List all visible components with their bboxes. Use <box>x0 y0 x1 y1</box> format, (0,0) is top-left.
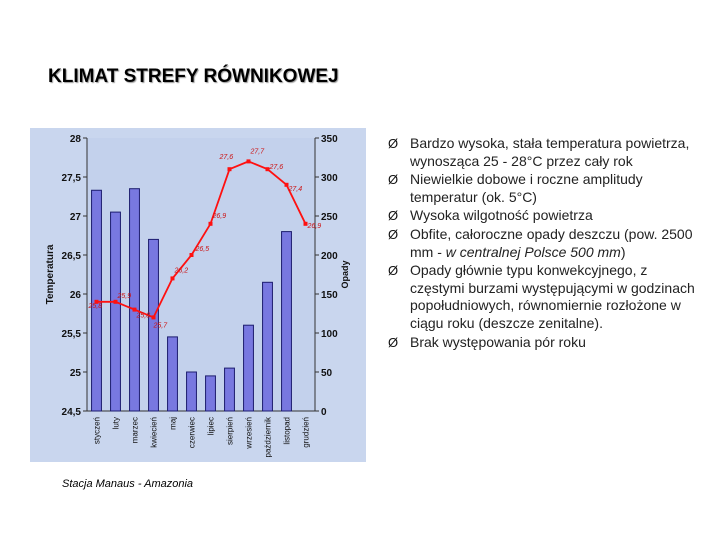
temperature-data-label: 27,6 <box>269 164 284 172</box>
left-tick-label: 28 <box>69 134 81 145</box>
left-tick-label: 25 <box>69 368 81 379</box>
arrow-bullet-icon: Ø <box>388 136 399 151</box>
climate-chart-svg <box>30 128 366 462</box>
bullet-item <box>388 207 704 225</box>
temperature-data-label: 27,7 <box>250 148 265 156</box>
precipitation-bar <box>282 232 292 411</box>
temperature-data-label: 27,4 <box>288 185 303 193</box>
category-label: kwiecień <box>149 417 159 448</box>
left-tick-label: 24,5 <box>61 407 81 418</box>
arrow-bullet-icon: Ø <box>388 263 399 279</box>
right-tick-label: 150 <box>321 290 338 301</box>
category-label: październik <box>263 417 273 458</box>
temperature-data-label: 27,6 <box>219 154 234 162</box>
right-axis-title: Opady <box>340 260 350 289</box>
temperature-point <box>152 315 156 319</box>
bullet-text: w centralnej Polsce 500 mm <box>445 243 621 260</box>
precipitation-bar <box>168 337 178 411</box>
temperature-data-label: 26,9 <box>212 212 227 220</box>
arrow-bullet-icon: Ø <box>388 226 399 242</box>
precipitation-bar <box>263 282 273 411</box>
temperature-point <box>114 300 118 304</box>
arrow-bullet-icon: Ø <box>388 172 399 188</box>
category-label: grudzień <box>301 417 311 448</box>
left-tick-label: 27 <box>69 212 81 223</box>
right-tick-label: 0 <box>321 407 327 418</box>
left-tick-label: 27,5 <box>61 173 81 184</box>
left-tick-label: 25,5 <box>61 329 81 340</box>
station-caption: Stacja Manaus - Amazonia <box>62 478 194 490</box>
temperature-point <box>209 222 213 226</box>
temperature-point <box>247 159 251 163</box>
precipitation-bar <box>206 376 216 411</box>
category-label: luty <box>111 417 121 430</box>
precipitation-bar <box>244 325 254 411</box>
left-tick-label: 26,5 <box>61 251 81 262</box>
temperature-data-label: 26,2 <box>174 267 189 275</box>
temperature-data-label: 25,9 <box>117 292 132 300</box>
arrow-bullet-icon: Ø <box>388 334 399 350</box>
category-label: marzec <box>130 417 140 444</box>
category-label: wrzesień <box>244 417 254 449</box>
category-label: czerwiec <box>187 417 197 449</box>
precipitation-bar <box>225 368 235 411</box>
right-tick-label: 300 <box>321 173 338 184</box>
category-label: sierpień <box>225 417 235 446</box>
temperature-point <box>133 308 137 312</box>
bullet-text: Wysoka wilgotność powietrza <box>410 207 593 224</box>
climate-chart <box>30 128 366 462</box>
slide-title: KLIMAT STREFY RÓWNIKOWEJ <box>48 66 339 87</box>
precipitation-bar <box>130 189 140 411</box>
category-label: maj <box>168 417 178 430</box>
category-label: lipiec <box>206 417 216 436</box>
bullet-item <box>388 135 704 170</box>
right-tick-label: 350 <box>321 134 338 145</box>
bullet-item <box>388 262 704 332</box>
bullet-item <box>388 226 704 261</box>
bullet-item <box>388 171 704 206</box>
bullet-text: ) <box>620 243 626 260</box>
temperature-data-label: 25,8 <box>88 302 103 310</box>
temperature-data-label: 25,7 <box>153 322 168 330</box>
right-tick-label: 250 <box>321 212 338 223</box>
temperature-data-label: 25,8 <box>136 312 151 320</box>
temperature-point <box>190 253 194 257</box>
bullet-item <box>388 334 704 352</box>
temperature-point <box>171 276 175 280</box>
plot-area <box>87 138 315 411</box>
bullet-text: Bardzo wysoka, stała temperatura powietrza, wynosząca 25 - 28°C przez cały rok <box>410 135 690 169</box>
bullet-text: Brak występowania pór roku <box>410 333 586 350</box>
left-axis-title: Temperatura <box>45 244 56 305</box>
arrow-bullet-icon: Ø <box>388 208 399 224</box>
temperature-data-label: 26,5 <box>195 246 210 253</box>
right-tick-label: 200 <box>321 251 338 262</box>
precipitation-bar <box>187 372 197 411</box>
temperature-data-label: 26,9 <box>307 222 322 230</box>
precipitation-bar <box>111 212 121 411</box>
bullet-text: Opady głównie typu konwekcyjnego, z częstymi burzami występującymi w godzinach popołudniowych, równomiernie rozłożone w ciągu roku (deszcze zenitalne). <box>410 262 695 331</box>
right-tick-label: 50 <box>321 368 333 379</box>
temperature-point <box>228 167 232 171</box>
left-tick-label: 26 <box>69 290 81 301</box>
bullet-text: Niewielkie dobowe i roczne amplitudy temperatur (ok. 5°C) <box>410 171 643 205</box>
bullet-list <box>388 135 704 352</box>
category-label: listopad <box>282 417 292 445</box>
category-label: styczeń <box>92 417 102 445</box>
bullet-text: Obfite, całoroczne opady deszczu (pow. 2500 mm - <box>410 225 693 260</box>
right-tick-label: 100 <box>321 329 338 340</box>
